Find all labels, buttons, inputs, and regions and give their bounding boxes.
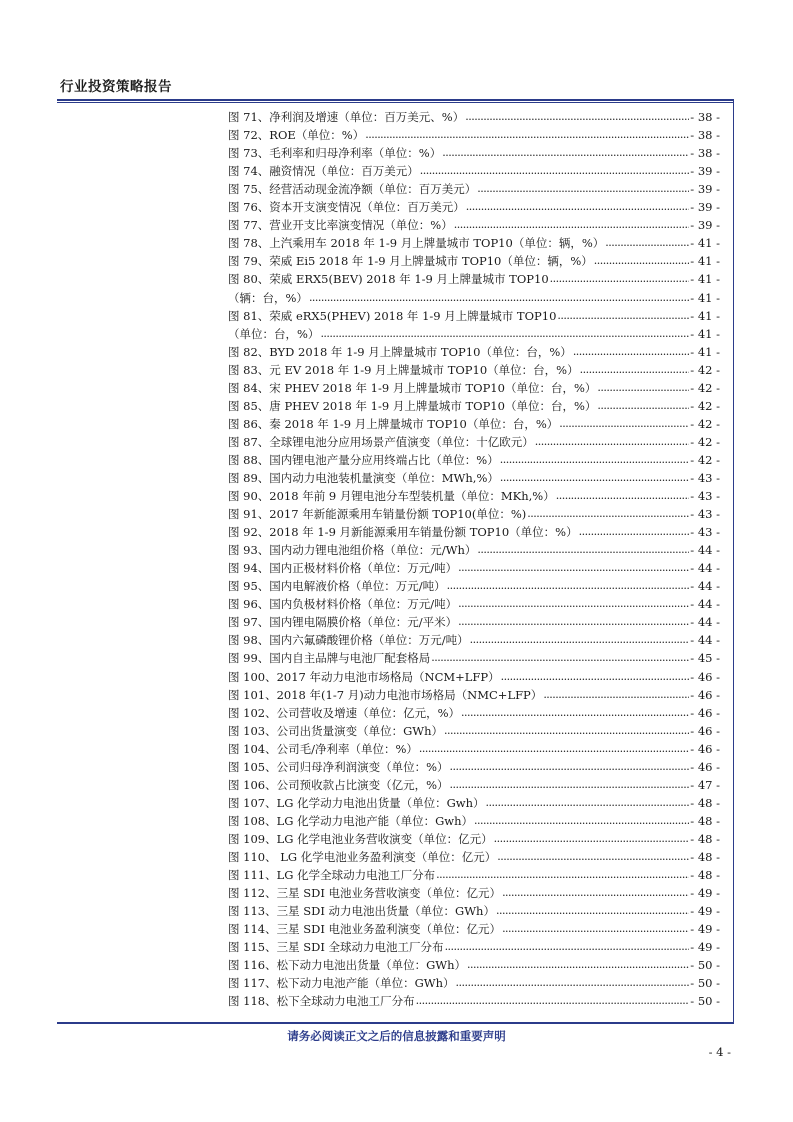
- toc-entry[interactable]: [228, 288, 720, 306]
- toc-entry-page: - 50 -: [690, 976, 720, 991]
- toc-entry-page: - 46 -: [690, 723, 720, 738]
- toc-entry-title: 图 93、国内动力锂电池组价格（单位：元/Wh）: [228, 543, 477, 558]
- toc-entry-page: - 49 -: [690, 922, 720, 937]
- toc-entry-page: - 48 -: [690, 831, 720, 846]
- toc-entry-page: - 46 -: [690, 759, 720, 774]
- toc-entry[interactable]: [228, 198, 720, 216]
- page-number: - 4 -: [708, 1045, 731, 1059]
- toc-leader-dots: [420, 162, 689, 180]
- toc-leader-dots: [444, 722, 689, 740]
- toc-entry-page: - 41 -: [690, 290, 720, 305]
- toc-leader-dots: [466, 198, 689, 216]
- toc-entry[interactable]: [228, 559, 720, 577]
- toc-entry-title: 图 115、三星 SDI 全球动力电池工厂分布: [228, 940, 444, 955]
- toc-entry-page: - 46 -: [690, 687, 720, 702]
- toc-entry-page: - 48 -: [690, 868, 720, 883]
- toc-entry-title: 图 112、三星 SDI 电池业务营收演变（单位：亿元）: [228, 886, 502, 901]
- toc-entry-title: 图 72、ROE（单位：%）: [228, 128, 365, 143]
- toc-leader-dots: [543, 686, 689, 704]
- toc-leader-dots: [365, 126, 689, 144]
- toc-leader-dots: [502, 920, 689, 938]
- toc-leader-dots: [454, 216, 690, 234]
- toc-entry-title: 图 101、2018 年(1-7 月)动力电池市场格局（NMC+LFP）: [228, 687, 543, 702]
- toc-entry-title: 图 85、唐 PHEV 2018 年 1-9 月上牌量城市 TOP10（单位：台，%）: [228, 398, 597, 413]
- toc-entry-page: - 43 -: [690, 489, 720, 504]
- toc-entry[interactable]: [228, 956, 720, 974]
- toc-entry-title: 图 114、三星 SDI 电池业务盈利演变（单位：亿元）: [228, 922, 502, 937]
- toc-entry-page: - 47 -: [690, 777, 720, 792]
- toc-entry[interactable]: [228, 794, 720, 812]
- toc-leader-dots: [527, 505, 689, 523]
- toc-entry[interactable]: [228, 812, 720, 830]
- toc-leader-dots: [556, 487, 690, 505]
- toc-leader-dots: [557, 307, 689, 325]
- toc-entry-title: 图 82、BYD 2018 年 1-9 月上牌量城市 TOP10（单位：台，%）: [228, 344, 572, 359]
- toc-entry-title: 图 91、2017 年新能源乘用车销量份额 TOP10(单位：%): [228, 507, 527, 522]
- toc-entry[interactable]: [228, 307, 720, 325]
- toc-leader-dots: [467, 956, 689, 974]
- toc-entry-title: 图 118、松下全球动力电池工厂分布: [228, 994, 415, 1009]
- toc-leader-dots: [461, 704, 689, 722]
- figure-list: [228, 108, 720, 1010]
- toc-entry[interactable]: [228, 613, 720, 631]
- toc-leader-dots: [559, 415, 689, 433]
- toc-leader-dots: [309, 289, 689, 307]
- toc-leader-dots: [605, 234, 689, 252]
- toc-entry[interactable]: [228, 433, 720, 451]
- toc-entry[interactable]: [228, 397, 720, 415]
- toc-leader-dots: [320, 325, 689, 343]
- toc-entry-page: - 46 -: [690, 705, 720, 720]
- toc-entry-page: - 39 -: [690, 182, 720, 197]
- toc-entry-page: - 41 -: [690, 308, 720, 323]
- toc-entry-page: - 45 -: [690, 651, 720, 666]
- toc-entry-page: - 42 -: [690, 362, 720, 377]
- toc-entry-title: 图 73、毛利率和归母净利率（单位：%）: [228, 146, 442, 161]
- toc-leader-dots: [458, 613, 689, 631]
- toc-entry[interactable]: [228, 631, 720, 649]
- toc-entry[interactable]: [228, 216, 720, 234]
- toc-entry[interactable]: [228, 252, 720, 270]
- toc-entry-page: - 41 -: [690, 236, 720, 251]
- toc-leader-dots: [497, 848, 689, 866]
- toc-entry-title: 图 74、融资情况（单位：百万美元）: [228, 164, 419, 179]
- toc-entry-title: 图 80、荣威 ERX5(BEV) 2018 年 1-9 月上牌量城市 TOP10: [228, 272, 549, 287]
- toc-leader-dots: [535, 433, 689, 451]
- right-margin-rule: [733, 100, 734, 1022]
- toc-entry-page: - 44 -: [690, 615, 720, 630]
- toc-entry-page: - 44 -: [690, 597, 720, 612]
- toc-entry[interactable]: [228, 577, 720, 595]
- toc-entry-title: 图 81、荣威 eRX5(PHEV) 2018 年 1-9 月上牌量城市 TOP10: [228, 308, 557, 323]
- toc-entry[interactable]: [228, 938, 720, 956]
- toc-entry[interactable]: [228, 776, 720, 794]
- toc-leader-dots: [594, 252, 689, 270]
- toc-entry-page: - 49 -: [690, 904, 720, 919]
- disclaimer-note: 请务必阅读正文之后的信息披露和重要声明: [287, 1029, 506, 1043]
- toc-entry-page: - 43 -: [690, 470, 720, 485]
- toc-entry[interactable]: [228, 686, 720, 704]
- toc-entry-page: - 41 -: [690, 326, 720, 341]
- toc-entry[interactable]: [228, 144, 720, 162]
- toc-entry-title: 图 94、国内正极材料价格（单位：万元/吨）: [228, 561, 458, 576]
- toc-leader-dots: [458, 559, 689, 577]
- toc-entry-page: - 44 -: [690, 543, 720, 558]
- toc-leader-dots: [580, 361, 690, 379]
- toc-leader-dots: [470, 631, 690, 649]
- toc-entry-title: 图 75、经营活动现金流净额（单位：百万美元）: [228, 182, 477, 197]
- toc-entry-page: - 49 -: [690, 886, 720, 901]
- header-rule-thin: [57, 102, 734, 103]
- toc-entry-page: - 39 -: [690, 200, 720, 215]
- toc-entry-title: 图 105、公司归母净利润演变（单位：%）: [228, 759, 449, 774]
- toc-entry-title: 图 78、上汽乘用车 2018 年 1-9 月上牌量城市 TOP10（单位：辆，%）: [228, 236, 605, 251]
- toc-leader-dots: [431, 649, 689, 667]
- toc-entry[interactable]: [228, 848, 720, 866]
- toc-entry-title: 图 110、 LG 化学电池业务盈利演变（单位：亿元）: [228, 849, 497, 864]
- toc-entry[interactable]: [228, 415, 720, 433]
- toc-leader-dots: [597, 379, 689, 397]
- toc-entry-page: - 49 -: [690, 940, 720, 955]
- toc-entry-page: - 43 -: [690, 525, 720, 540]
- toc-entry[interactable]: [228, 270, 720, 288]
- toc-entry-title: 图 104、公司毛/净利率（单位：%）: [228, 741, 418, 756]
- toc-entry-title: 图 89、国内动力电池装机量演变（单位：MWh,%）: [228, 470, 499, 485]
- toc-entry[interactable]: [228, 649, 720, 667]
- toc-leader-dots: [573, 343, 689, 361]
- toc-entry-title: 图 100、2017 年动力电池市场格局（NCM+LFP）: [228, 669, 500, 684]
- toc-leader-dots: [477, 541, 689, 559]
- toc-entry[interactable]: [228, 487, 720, 505]
- toc-entry-page: - 44 -: [690, 561, 720, 576]
- toc-entry[interactable]: [228, 758, 720, 776]
- toc-entry[interactable]: [228, 343, 720, 361]
- toc-entry-title: 图 88、国内锂电池产量分应用终端占比（单位：%）: [228, 452, 499, 467]
- toc-leader-dots: [477, 180, 689, 198]
- toc-entry-page: - 44 -: [690, 579, 720, 594]
- toc-entry[interactable]: [228, 379, 720, 397]
- toc-entry-title: 图 71、净利润及增速（单位：百万美元、%）: [228, 110, 465, 125]
- toc-entry-page: - 48 -: [690, 795, 720, 810]
- toc-entry-title: （辆：台，%）: [228, 290, 308, 305]
- toc-entry-title: 图 109、LG 化学电池业务营收演变（单位：亿元）: [228, 831, 493, 846]
- toc-entry-title: 图 106、公司预收款占比演变（亿元，%）: [228, 777, 449, 792]
- toc-entry-title: 图 95、国内电解液价格（单位：万元/吨）: [228, 579, 446, 594]
- toc-entry-page: - 42 -: [690, 380, 720, 395]
- toc-entry[interactable]: [228, 505, 720, 523]
- toc-entry-title: 图 79、荣威 Ei5 2018 年 1-9 月上牌量城市 TOP10（单位：辆，%）: [228, 254, 593, 269]
- toc-entry-title: 图 111、LG 化学全球动力电池工厂分布: [228, 868, 436, 883]
- toc-entry-page: - 50 -: [690, 958, 720, 973]
- toc-entry-page: - 39 -: [690, 218, 720, 233]
- toc-entry-page: - 38 -: [690, 110, 720, 125]
- toc-entry-page: - 39 -: [690, 164, 720, 179]
- toc-entry-page: - 42 -: [690, 434, 720, 449]
- report-header-title: 行业投资策略报告: [60, 79, 172, 95]
- toc-entry-title: 图 113、三星 SDI 动力电池出货量（单位：GWh）: [228, 904, 495, 919]
- toc-leader-dots: [501, 668, 690, 686]
- toc-entry-page: - 42 -: [690, 452, 720, 467]
- footer-rule: [57, 1022, 734, 1024]
- toc-entry[interactable]: [228, 974, 720, 992]
- toc-entry[interactable]: [228, 920, 720, 938]
- toc-entry-page: - 48 -: [690, 849, 720, 864]
- toc-entry-page: - 46 -: [690, 741, 720, 756]
- toc-entry-title: 图 90、2018 年前 9 月锂电池分车型装机量（单位：MKh,%）: [228, 489, 555, 504]
- toc-entry-title: 图 77、营业开支比率演变情况（单位：%）: [228, 218, 453, 233]
- toc-entry-title: 图 117、松下动力电池产能（单位：GWh）: [228, 976, 455, 991]
- toc-entry[interactable]: [228, 884, 720, 902]
- toc-leader-dots: [502, 884, 689, 902]
- toc-entry[interactable]: [228, 469, 720, 487]
- toc-entry-title: 图 83、元 EV 2018 年 1-9 月上牌量城市 TOP10（单位：台，%）: [228, 362, 579, 377]
- toc-entry-page: - 41 -: [690, 254, 720, 269]
- toc-entry[interactable]: [228, 740, 720, 758]
- toc-entry-page: - 41 -: [690, 272, 720, 287]
- toc-entry[interactable]: [228, 361, 720, 379]
- toc-leader-dots: [465, 108, 689, 126]
- toc-entry-title: 图 108、LG 化学动力电池产能（单位：Gwh）: [228, 813, 474, 828]
- toc-entry[interactable]: [228, 162, 720, 180]
- toc-entry-page: - 42 -: [690, 416, 720, 431]
- toc-entry-title: 图 76、资本开支演变情况（单位：百万美元）: [228, 200, 465, 215]
- toc-entry-title: 图 97、国内锂电隔膜价格（单位：元/平米）: [228, 615, 458, 630]
- toc-entry[interactable]: [228, 451, 720, 469]
- toc-leader-dots: [579, 523, 690, 541]
- toc-leader-dots: [458, 595, 689, 613]
- toc-entry[interactable]: [228, 902, 720, 920]
- toc-leader-dots: [456, 974, 690, 992]
- toc-leader-dots: [486, 794, 690, 812]
- toc-leader-dots: [474, 812, 689, 830]
- toc-entry[interactable]: [228, 108, 720, 126]
- toc-leader-dots: [450, 758, 690, 776]
- toc-entry[interactable]: [228, 523, 720, 541]
- toc-entry-title: 图 92、2018 年 1-9 月新能源乘用车销量份额 TOP10（单位：%）: [228, 525, 578, 540]
- toc-entry-title: 图 96、国内负极材料价格（单位：万元/吨）: [228, 597, 458, 612]
- toc-leader-dots: [500, 469, 689, 487]
- toc-entry-title: 图 102、公司营收及增速（单位：亿元，%）: [228, 705, 461, 720]
- toc-leader-dots: [442, 144, 689, 162]
- toc-entry-title: 图 86、秦 2018 年 1-9 月上牌量城市 TOP10（单位：台，%）: [228, 416, 559, 431]
- toc-entry[interactable]: [228, 595, 720, 613]
- toc-entry[interactable]: [228, 325, 720, 343]
- toc-entry-title: 图 98、国内六氟磷酸锂价格（单位：万元/吨）: [228, 633, 469, 648]
- toc-leader-dots: [500, 451, 690, 469]
- toc-leader-dots: [550, 270, 690, 288]
- toc-entry-page: - 43 -: [690, 507, 720, 522]
- toc-entry[interactable]: [228, 126, 720, 144]
- toc-entry[interactable]: [228, 704, 720, 722]
- toc-entry-page: - 42 -: [690, 398, 720, 413]
- toc-entry[interactable]: [228, 830, 720, 848]
- toc-entry[interactable]: [228, 866, 720, 884]
- toc-entry[interactable]: [228, 992, 720, 1010]
- toc-entry[interactable]: [228, 722, 720, 740]
- toc-entry[interactable]: [228, 180, 720, 198]
- toc-leader-dots: [494, 830, 690, 848]
- toc-leader-dots: [419, 740, 689, 758]
- toc-entry-page: - 50 -: [690, 994, 720, 1009]
- toc-entry-title: 图 107、LG 化学动力电池出货量（单位：Gwh）: [228, 795, 485, 810]
- toc-leader-dots: [496, 902, 689, 920]
- toc-entry-title: 图 99、国内自主品牌与电池厂配套格局: [228, 651, 431, 666]
- toc-entry-page: - 44 -: [690, 633, 720, 648]
- toc-entry-title: 图 87、全球锂电池分应用场景产值演变（单位：十亿欧元）: [228, 434, 534, 449]
- toc-entry-title: 图 116、松下动力电池出货量（单位：GWh）: [228, 958, 467, 973]
- toc-entry-title: 图 103、公司出货量演变（单位：GWh）: [228, 723, 444, 738]
- toc-leader-dots: [450, 776, 690, 794]
- toc-entry[interactable]: [228, 234, 720, 252]
- toc-entry-page: - 38 -: [690, 146, 720, 161]
- toc-entry-title: 图 84、宋 PHEV 2018 年 1-9 月上牌量城市 TOP10（单位：台，%）: [228, 380, 597, 395]
- toc-leader-dots: [597, 397, 689, 415]
- toc-leader-dots: [447, 577, 690, 595]
- toc-entry[interactable]: [228, 541, 720, 559]
- toc-entry-title: （单位：台，%）: [228, 326, 320, 341]
- toc-entry-page: - 38 -: [690, 128, 720, 143]
- toc-entry[interactable]: [228, 667, 720, 685]
- toc-leader-dots: [416, 992, 690, 1010]
- header-rule: [57, 99, 734, 101]
- toc-entry-page: - 46 -: [690, 669, 720, 684]
- toc-leader-dots: [436, 866, 689, 884]
- toc-entry-page: - 41 -: [690, 344, 720, 359]
- toc-entry-page: - 48 -: [690, 813, 720, 828]
- toc-leader-dots: [445, 938, 690, 956]
